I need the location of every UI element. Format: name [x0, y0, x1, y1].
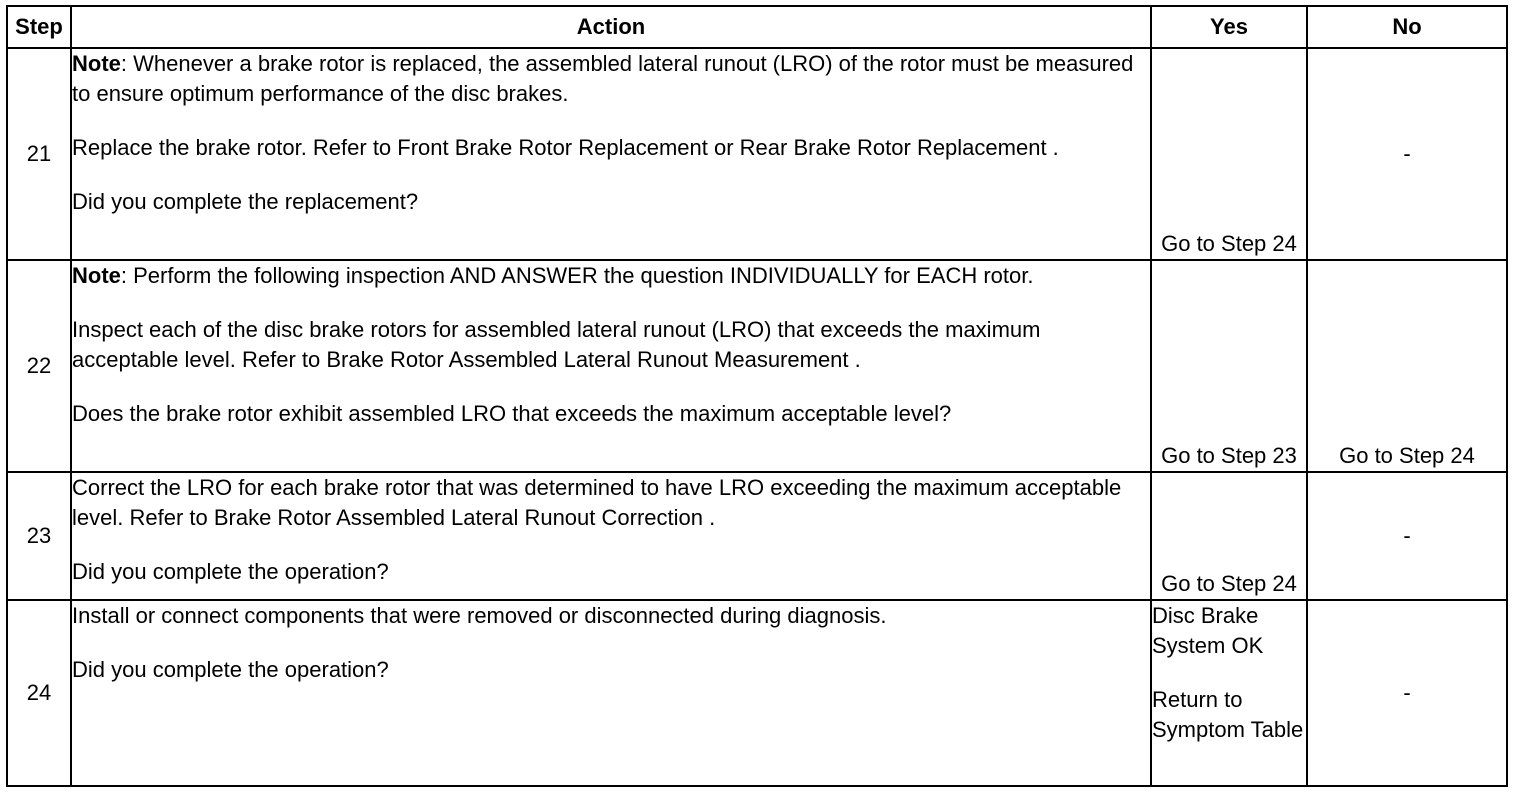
note-text: : Perform the following inspection AND ANSWER the question INDIVIDUALLY for EACH rotor.	[120, 263, 1034, 288]
note-label: Note	[72, 263, 121, 288]
note-text: : Whenever a brake rotor is replaced, the assembled lateral runout (LRO) of the rotor must be measured to ensure optimum performance of the disc brakes.	[72, 51, 1134, 106]
step-number: 23	[7, 472, 71, 600]
table-row-step-21	[7, 48, 1507, 260]
header-yes: Yes	[1151, 6, 1307, 48]
diagnostic-table	[6, 5, 1508, 787]
action-cell	[71, 472, 1151, 600]
no-cell	[1307, 600, 1507, 786]
table-row-step-23	[7, 472, 1507, 600]
table-row-step-24	[7, 600, 1507, 786]
no-text: Go to Step 24	[1339, 443, 1475, 468]
yes-cell	[1151, 48, 1307, 260]
note-paragraph	[72, 261, 1150, 291]
no-text: -	[1403, 141, 1411, 166]
instruction-text: Inspect each of the disc brake rotors for assembled lateral runout (LRO) that exceeds the maximum acceptable level. Refer to Brake Rotor Assembled Lateral Runout Measurement .	[72, 317, 1041, 372]
no-cell	[1307, 48, 1507, 260]
action-cell	[71, 48, 1151, 260]
no-text: -	[1403, 680, 1411, 705]
header-no: No	[1307, 6, 1507, 48]
no-cell	[1307, 472, 1507, 600]
header-action: Action	[71, 6, 1151, 48]
instruction-text: Install or connect components that were removed or disconnected during diagnosis.	[72, 603, 887, 628]
action-cell	[71, 260, 1151, 472]
no-text: -	[1403, 523, 1411, 548]
table-row-step-22	[7, 260, 1507, 472]
instruction-text: Correct the LRO for each brake rotor that was determined to have LRO exceeding the maximum acceptable level. Refer to Brake Rotor Assembled Lateral Runout Correction .	[72, 475, 1122, 530]
action-cell	[71, 600, 1151, 786]
question-text: Did you complete the operation?	[72, 657, 389, 682]
header-step: Step	[7, 6, 71, 48]
step-number: 24	[7, 600, 71, 786]
table-header-row	[7, 6, 1507, 48]
question-text: Did you complete the operation?	[72, 559, 389, 584]
yes-text: Go to Step 23	[1161, 443, 1297, 468]
yes-text-return: Return to Symptom Table	[1152, 687, 1304, 742]
step-number: 22	[7, 260, 71, 472]
note-paragraph	[72, 49, 1150, 109]
yes-text-ok: Disc Brake System OK	[1152, 603, 1264, 658]
yes-text: Go to Step 24	[1161, 571, 1297, 596]
question-text: Does the brake rotor exhibit assembled LRO that exceeds the maximum acceptable level?	[72, 401, 952, 426]
step-number: 21	[7, 48, 71, 260]
yes-text: Go to Step 24	[1161, 231, 1297, 256]
diagnostic-table-container	[6, 5, 1508, 787]
question-text: Did you complete the replacement?	[72, 189, 419, 214]
yes-cell	[1151, 260, 1307, 472]
yes-cell	[1151, 472, 1307, 600]
note-label: Note	[72, 51, 121, 76]
instruction-text: Replace the brake rotor. Refer to Front Brake Rotor Replacement or Rear Brake Rotor Replacement .	[72, 135, 1059, 160]
yes-cell	[1151, 600, 1307, 786]
no-cell	[1307, 260, 1507, 472]
